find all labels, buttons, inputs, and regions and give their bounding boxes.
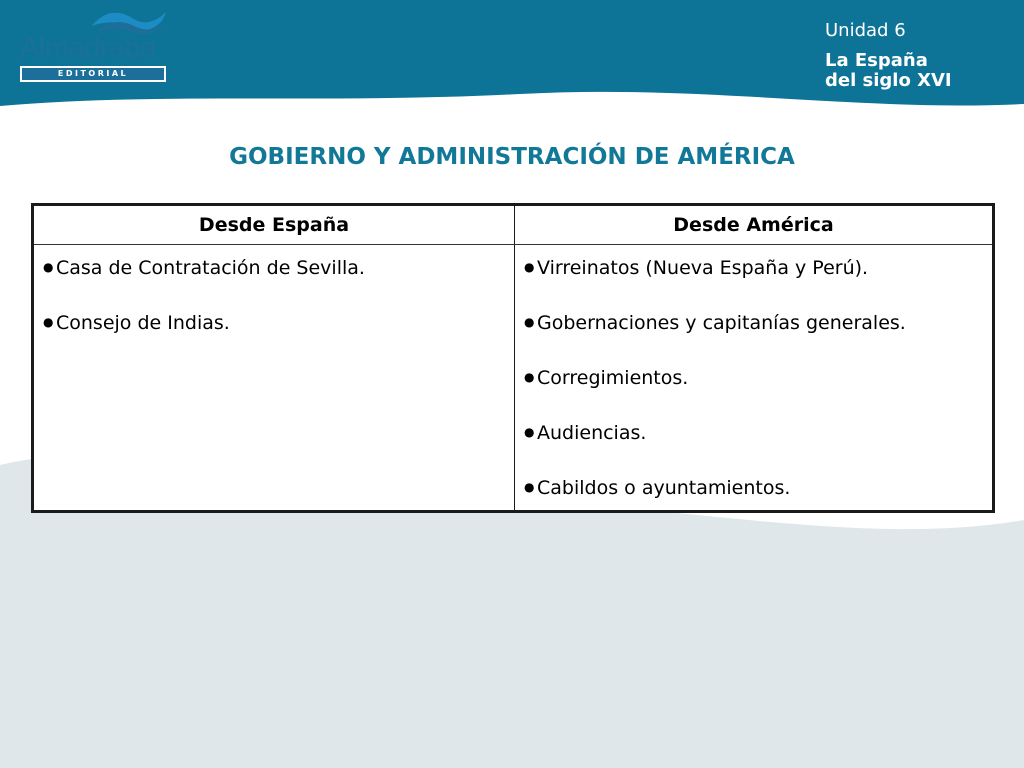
logo-wordmark: Almadraba xyxy=(20,32,156,64)
list-item xyxy=(524,255,992,280)
list-item-text: Consejo de Indias. xyxy=(56,312,230,334)
bullet-icon: ● xyxy=(43,260,54,274)
unit-info xyxy=(825,20,952,91)
page-title: GOBIERNO Y ADMINISTRACIÓN DE AMÉRICA xyxy=(229,144,795,170)
america-list xyxy=(524,255,992,500)
list-item-text: Gobernaciones y capitanías generales. xyxy=(537,312,906,334)
list-item-text: Virreinatos (Nueva España y Perú). xyxy=(537,257,869,279)
bullet-icon: ● xyxy=(524,370,535,384)
america-cell xyxy=(515,245,994,512)
logo-editorial-bar xyxy=(20,66,166,82)
unit-subtitle: La España del siglo XVI xyxy=(825,50,952,91)
bullet-icon: ● xyxy=(524,480,535,494)
table-header-row xyxy=(33,205,994,245)
government-table xyxy=(31,203,995,513)
list-item-text: Casa de Contratación de Sevilla. xyxy=(56,257,365,279)
list-item xyxy=(43,310,514,335)
list-item xyxy=(43,255,514,280)
logo-editorial-text: EDITORIAL xyxy=(57,69,129,78)
list-item xyxy=(524,310,992,335)
header-desde-america: Desde América xyxy=(515,205,994,245)
espana-list xyxy=(43,255,514,335)
almadraba-logo xyxy=(20,6,170,78)
bullet-icon: ● xyxy=(524,260,535,274)
list-item xyxy=(524,475,992,500)
list-item xyxy=(524,365,992,390)
list-item-text: Corregimientos. xyxy=(537,367,689,389)
espana-cell xyxy=(33,245,515,512)
list-item-text: Cabildos o ayuntamientos. xyxy=(537,477,791,499)
unit-title: Unidad 6 xyxy=(825,20,906,41)
list-item xyxy=(524,420,992,445)
table-row xyxy=(33,245,994,512)
bullet-icon: ● xyxy=(524,315,535,329)
bullet-icon: ● xyxy=(524,425,535,439)
list-item-text: Audiencias. xyxy=(537,422,647,444)
bullet-icon: ● xyxy=(43,315,54,329)
header-desde-espana: Desde España xyxy=(33,205,515,245)
